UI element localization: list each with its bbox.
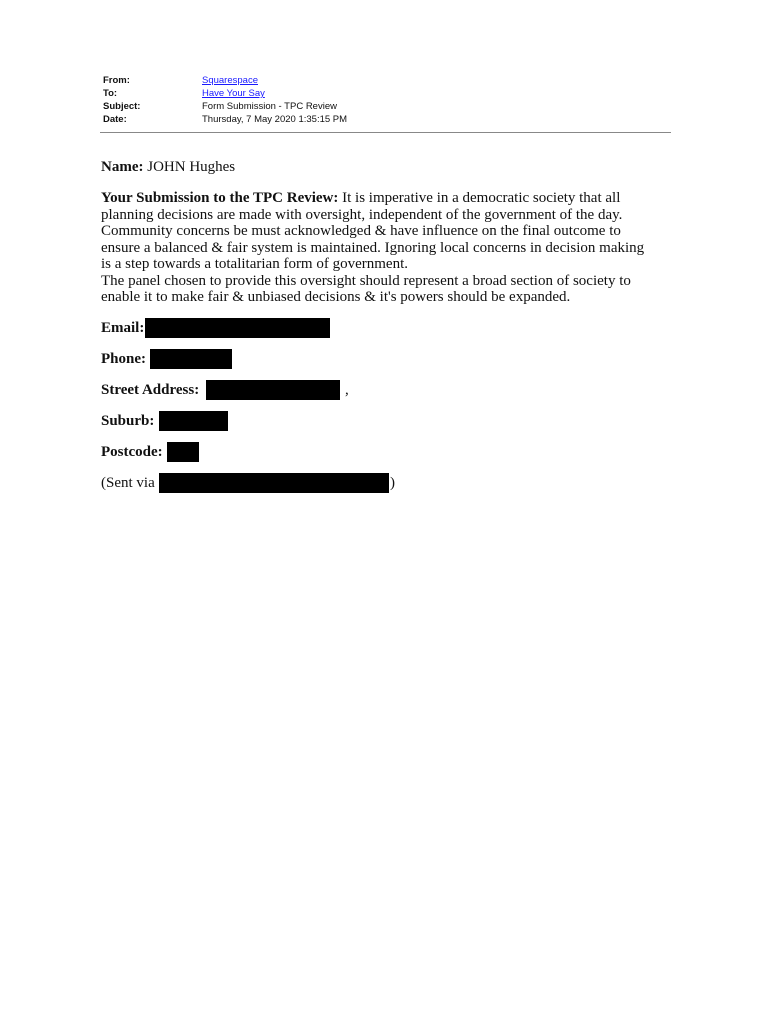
street-line [101,382,199,399]
to-label: To: [103,88,118,99]
submission-label: Your Submission to the TPC Review: [101,190,339,206]
from-label: From: [103,75,130,86]
from-link[interactable]: Squarespace [202,75,258,86]
sent-via-redaction [159,473,389,493]
phone-label: Phone: [101,351,146,367]
submission-text-2: planning decisions are made with oversight, independent of the government of the day. [101,206,623,223]
submission-line-5 [101,256,408,273]
header-divider [100,132,671,133]
email-label: Email: [101,320,145,336]
submission-line-7 [101,289,570,306]
submission-line-2 [101,207,622,224]
submission-text-1: It is imperative in a democratic society that all [342,190,621,206]
submission-line-4 [101,240,644,257]
suburb-redaction [159,411,228,431]
postcode-line [101,444,163,461]
name-value: JOHN Hughes [147,159,236,175]
sent-via-prefix: (Sent via [101,475,155,491]
submission-text-4: ensure a balanced & fair system is maintained. Ignoring local concerns in decision making [101,239,645,256]
suburb-line [101,413,154,430]
phone-redaction [150,349,232,369]
submission-line-3 [101,223,621,240]
email-redaction [145,318,330,338]
sent-via-line [101,475,155,492]
name-line [101,159,235,176]
subject-label: Subject: [103,101,141,112]
date-value: Thursday, 7 May 2020 1:35:15 PM [202,114,348,125]
street-redaction [206,380,340,400]
street-suffix: , [345,382,349,398]
email-line [101,320,144,337]
suburb-label: Suburb: [101,413,155,429]
submission-text-5: is a step towards a totalitarian form of government. [101,256,408,272]
postcode-label: Postcode: [101,444,163,460]
to-link[interactable]: Have Your Say [202,88,265,99]
name-label: Name: [101,159,144,175]
street-label: Street Address: [101,382,200,398]
submission-line-1 [101,190,620,207]
sent-via-suffix: ) [390,475,395,491]
submission-text-7: enable it to make fair & unbiased decisions & it's powers should be expanded. [101,289,571,305]
submission-text-6: The panel chosen to provide this oversight should represent a broad section of society to [101,272,631,289]
date-label: Date: [103,114,127,125]
submission-line-6 [101,273,631,290]
submission-text-3: Community concerns be must acknowledged & have influence on the final outcome to [101,223,621,239]
phone-line [101,351,146,368]
postcode-redaction [167,442,199,462]
subject-value: Form Submission - TPC Review [202,101,337,112]
